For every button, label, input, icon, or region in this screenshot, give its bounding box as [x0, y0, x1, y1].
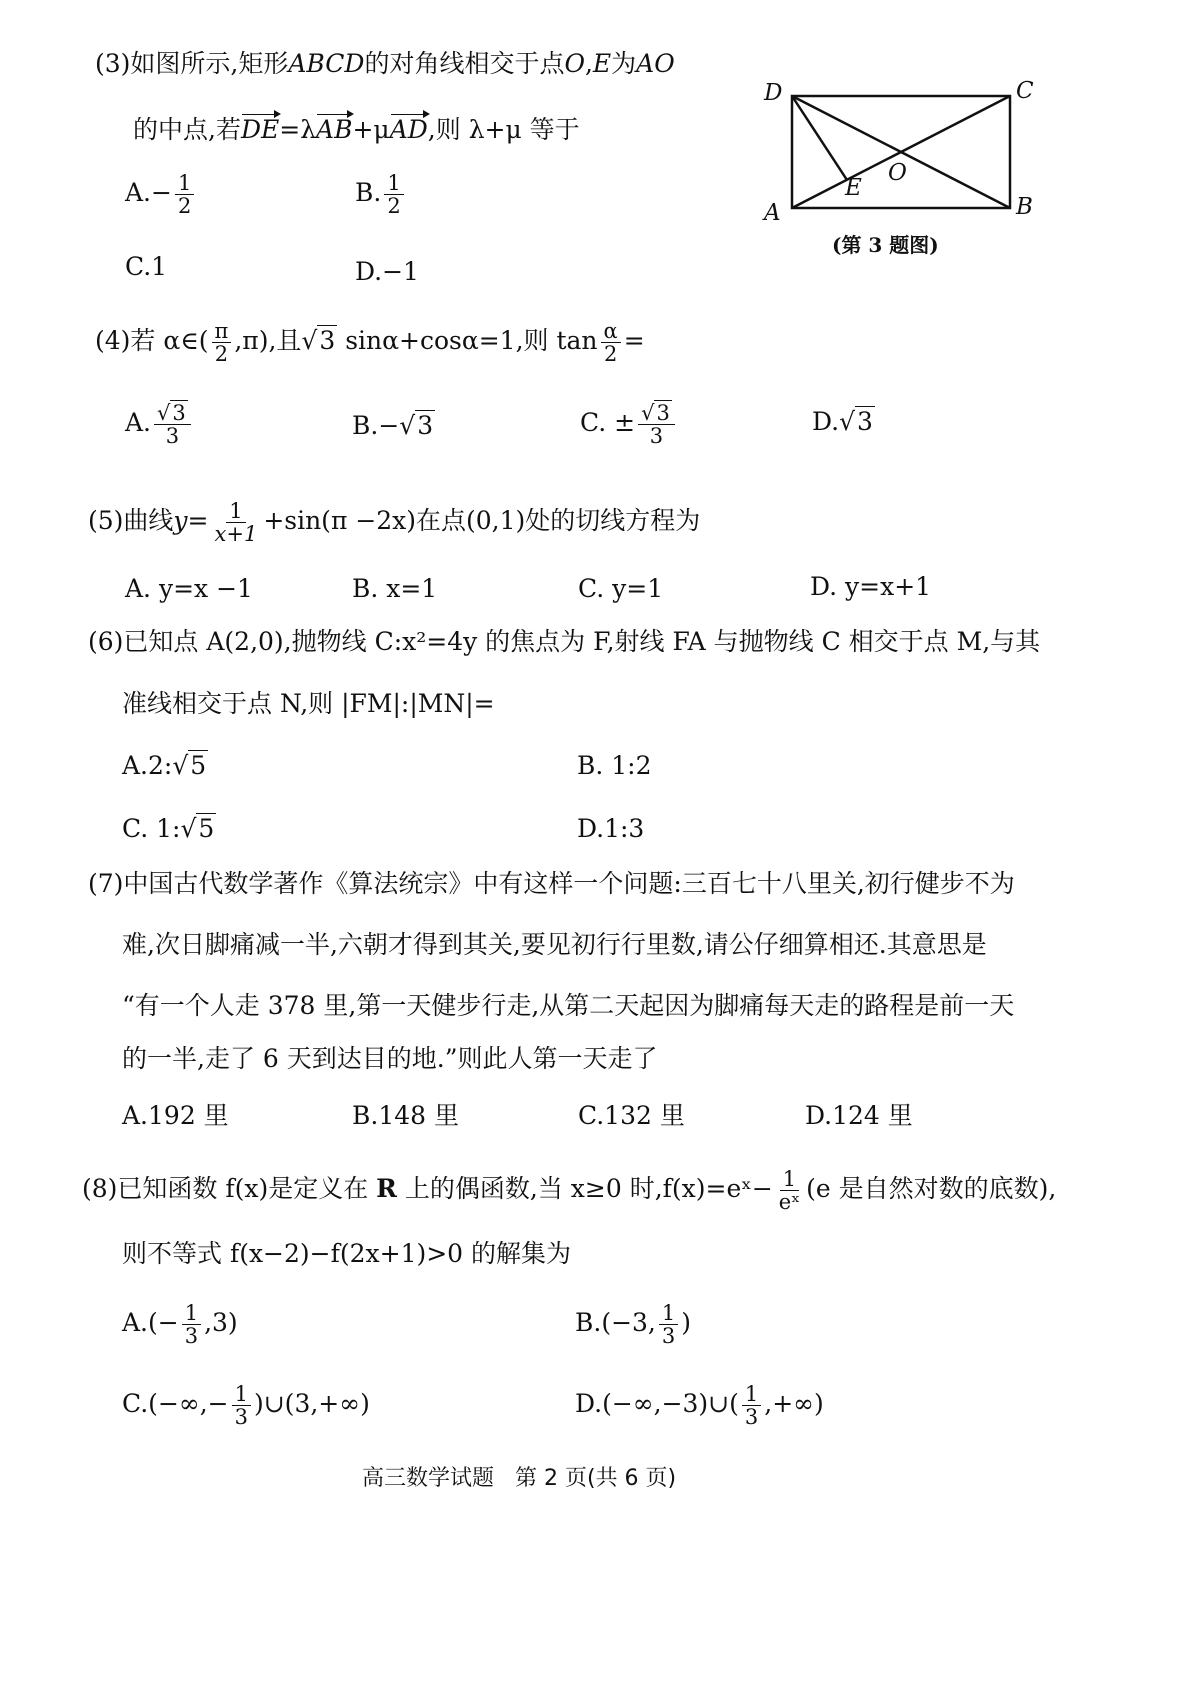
- fraction-numerator: α: [601, 320, 621, 343]
- label-b: B: [1016, 194, 1033, 220]
- fraction-numerator: 1: [659, 1302, 678, 1325]
- fraction-denominator: 3: [661, 1324, 676, 1349]
- fraction-denominator: eˣ: [778, 1190, 801, 1215]
- segment-de: [792, 96, 847, 180]
- q7-option-a[interactable]: A.192 里: [122, 1101, 229, 1130]
- q5-y-eq: y=: [173, 506, 209, 536]
- q3-figure: [750, 70, 1070, 270]
- q5-option-a[interactable]: A. y=x −1: [125, 574, 253, 603]
- q6-line2: 准线相交于点 N,则 |FM|:|MN|=: [122, 689, 495, 718]
- q3-line1: [95, 50, 675, 78]
- q8-option-b-post: ): [681, 1308, 692, 1338]
- q6-option-a[interactable]: [122, 752, 208, 780]
- q4-prefix: (4)若 α∈(: [95, 326, 209, 356]
- q4-sqrt: √3: [301, 326, 336, 356]
- q4-stem: [95, 320, 645, 365]
- q8-option-a-post: ,3): [204, 1308, 238, 1338]
- q8-option-d-fraction: [742, 1383, 761, 1428]
- q8-fraction: [776, 1168, 803, 1213]
- q5-prefix: (5)曲线: [88, 506, 174, 536]
- q3-vector-ad: AD: [390, 112, 428, 144]
- q4-suffix: =: [623, 326, 645, 356]
- q4-alpha-over-2: [601, 320, 621, 365]
- fraction-denominator: 2: [214, 342, 229, 367]
- q5-option-b[interactable]: B. x=1: [352, 574, 438, 603]
- q6-option-d[interactable]: D.1:3: [577, 814, 645, 843]
- q7-option-d[interactable]: D.124 里: [805, 1101, 913, 1130]
- q3-eq-lambda: =λ: [279, 115, 317, 144]
- q7-option-c[interactable]: C.132 里: [578, 1101, 685, 1130]
- fraction-numerator: [638, 402, 675, 425]
- label-c: C: [1016, 78, 1034, 104]
- q3-line2-prefix: 的中点,若: [133, 115, 241, 144]
- q4-option-c-fraction: [638, 402, 675, 447]
- q8-option-a-fraction: [182, 1302, 201, 1347]
- q3-option-b[interactable]: [355, 172, 407, 217]
- q6-option-b[interactable]: B. 1:2: [577, 751, 652, 780]
- q3-option-c[interactable]: C.1: [125, 252, 168, 281]
- q8-option-d-post: ,+∞): [764, 1389, 824, 1419]
- q3-point-o: O: [564, 49, 585, 78]
- q4-option-a[interactable]: [125, 402, 194, 447]
- q8-option-c-fraction: [232, 1383, 251, 1428]
- label-a: A: [764, 200, 781, 226]
- q8-option-d-pre: D.(−∞,−3)∪(: [575, 1389, 739, 1419]
- q8-option-a[interactable]: [122, 1302, 238, 1347]
- q3-option-d[interactable]: D.−1: [355, 257, 419, 286]
- fraction-denominator: 2: [177, 194, 192, 219]
- radicand: 3: [656, 401, 670, 425]
- q4-option-a-label: A.: [125, 408, 152, 438]
- q3-is: 为: [611, 49, 637, 78]
- radicand: 3: [857, 407, 873, 436]
- q8-line2: 则不等式 f(x−2)−f(2x+1)>0 的解集为: [122, 1239, 572, 1268]
- q6-option-c-label: C. 1:: [122, 814, 181, 843]
- q3-option-a[interactable]: [125, 172, 197, 217]
- figure-caption: (第 3 题图): [832, 233, 939, 257]
- sqrt: √3: [839, 407, 873, 436]
- q8-option-a-pre: A.(−: [122, 1308, 179, 1338]
- fraction-denominator: 2: [387, 194, 401, 219]
- fraction-numerator: π: [212, 320, 232, 343]
- q3-vector-ab: AB: [316, 112, 352, 144]
- q4-expr: sinα+cosα=1,则 tan: [345, 326, 598, 356]
- page-footer: [362, 1467, 676, 1491]
- q7-line2: 难,次日脚痛减一半,六朝才得到其关,要见初行行里数,请公仔细算相还.其意思是: [122, 930, 987, 959]
- q8-option-d[interactable]: [575, 1383, 824, 1428]
- fraction-numerator: 1: [182, 1302, 201, 1325]
- q8-option-b[interactable]: [575, 1302, 691, 1347]
- fraction-denominator: 3: [744, 1405, 759, 1430]
- sqrt: √5: [172, 751, 207, 780]
- q7-option-b[interactable]: B.148 里: [352, 1101, 459, 1130]
- sqrt: √3: [157, 401, 186, 425]
- q4-mid: ,π),且: [234, 326, 302, 356]
- q5-option-c[interactable]: C. y=1: [578, 574, 664, 603]
- sqrt: √5: [180, 814, 215, 843]
- q3-vector-de: DE: [241, 112, 279, 144]
- fraction-numerator: 1: [232, 1383, 251, 1406]
- q3-rect: ABCD: [288, 49, 365, 78]
- q3-option-b-fraction: [384, 172, 403, 217]
- q3-plus-mu: +μ: [352, 115, 390, 144]
- q3-option-a-fraction: [175, 172, 194, 217]
- q4-option-c-label: C. ±: [580, 408, 636, 438]
- q8-option-c-post: )∪(3,+∞): [253, 1389, 370, 1419]
- radicand: 3: [319, 326, 336, 356]
- fraction-denominator: 3: [234, 1405, 248, 1430]
- fraction-numerator: 1: [175, 172, 194, 195]
- q4-option-d-label: D.: [812, 407, 840, 436]
- q8-option-b-pre: B.(−3,: [575, 1308, 656, 1338]
- q3-line2: [133, 112, 580, 144]
- q3-prefix: (3)如图所示,矩形: [95, 49, 289, 78]
- fraction-denominator: 3: [184, 1324, 199, 1349]
- q3-option-a-label: A.−: [125, 178, 172, 208]
- q3-segment-ao: AO: [636, 49, 675, 78]
- q6-option-a-label: A.2:: [122, 751, 173, 780]
- fraction-numerator: 1: [384, 172, 403, 195]
- q4-option-b-label: B.−: [352, 411, 400, 440]
- sqrt: √3: [641, 401, 670, 425]
- q5-option-d[interactable]: D. y=x+1: [810, 572, 932, 601]
- fraction-numerator: 1: [226, 500, 245, 523]
- footer-page-number: 第 2 页(共 6 页): [515, 1466, 677, 1491]
- label-o: O: [888, 160, 907, 186]
- q7-line1: (7)中国古代数学著作《算法统宗》中有这样一个问题:三百七十八里关,初行健步不为: [88, 869, 1015, 898]
- fraction-denominator: 3: [649, 424, 664, 449]
- fraction-numerator: 1: [780, 1168, 799, 1191]
- fraction-denominator: x+1: [214, 522, 258, 547]
- q8-mid: 上的偶函数,当 x≥0 时,f(x)=eˣ−: [396, 1174, 773, 1204]
- fraction-numerator: [154, 402, 191, 425]
- q6-line1: (6)已知点 A(2,0),抛物线 C:x²=4y 的焦点为 F,射线 FA 与抛物线 C 相交于点 M,与其: [88, 627, 1041, 656]
- radicand: 5: [198, 814, 215, 843]
- radicand: 3: [172, 401, 186, 425]
- fraction-numerator: 1: [742, 1383, 761, 1406]
- q5-suffix: +sin(π −2x)在点(0,1)处的切线方程为: [263, 506, 701, 536]
- q7-line3: “有一个人走 378 里,第一天健步行走,从第二天起因为脚痛每天走的路程是前一天: [122, 991, 1015, 1020]
- q3-comma: ,: [584, 49, 593, 78]
- q5-fraction: [212, 500, 261, 545]
- radicand: 5: [190, 751, 207, 780]
- q4-option-b[interactable]: [352, 412, 435, 440]
- q4-option-c[interactable]: [580, 402, 678, 447]
- radicand: 3: [417, 411, 434, 440]
- q8-line1: [82, 1168, 1056, 1213]
- q8-reals-symbol: R: [376, 1174, 397, 1204]
- q7-line4: 的一半,走了 6 天到达目的地.”则此人第一天走了: [122, 1044, 658, 1073]
- q4-option-a-fraction: [154, 402, 191, 447]
- q8-suffix: (e 是自然对数的底数),: [806, 1174, 1057, 1204]
- fraction-denominator: 2: [603, 342, 618, 367]
- sqrt: √3: [399, 411, 434, 440]
- q3-mid1: 的对角线相交于点: [364, 49, 565, 78]
- q5-stem: [88, 500, 700, 545]
- q8-option-b-fraction: [659, 1302, 678, 1347]
- fraction-denominator: 3: [165, 424, 180, 449]
- label-d: D: [764, 80, 783, 106]
- q8-option-c-pre: C.(−∞,−: [122, 1389, 229, 1419]
- q4-pi-over-2: [212, 320, 232, 365]
- label-e: E: [845, 175, 862, 201]
- q6-option-c[interactable]: [122, 815, 216, 843]
- q8-option-c[interactable]: [122, 1383, 370, 1428]
- q8-prefix: (8)已知函数 f(x)是定义在: [82, 1174, 377, 1204]
- q3-point-e: E: [592, 49, 612, 78]
- q4-option-d[interactable]: [812, 408, 875, 436]
- footer-title: 高三数学试题: [362, 1466, 495, 1491]
- q3-option-b-label: B.: [355, 178, 382, 208]
- q3-line2-suffix: ,则 λ+μ 等于: [427, 115, 580, 144]
